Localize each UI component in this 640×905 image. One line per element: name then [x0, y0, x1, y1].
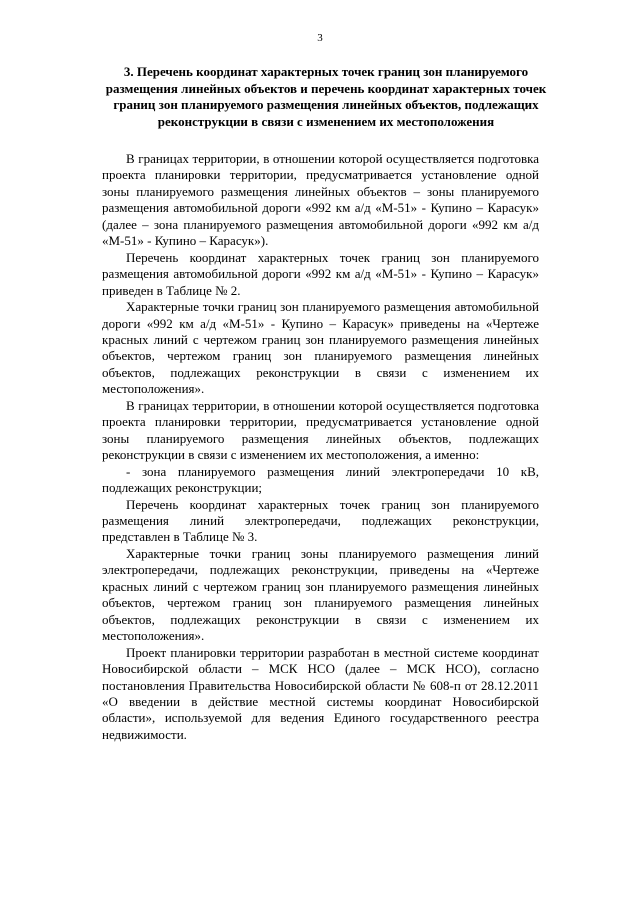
- section-heading: 3. Перечень координат характерных точек границ зон планируемого размещения линейных объектов и перечень координат характерных точек границ зон планируемого размещения линейных объектов, подлежащих реконструкции в связи с изменением их местоположения: [105, 64, 547, 129]
- list-item-paragraph: - зона планируемого размещения линий электропередачи 10 кВ, подлежащих реконструкции;: [102, 463, 539, 496]
- body-paragraph: В границах территории, в отношении которой осуществляется подготовка проекта планировки территории, предусматривается установление одной зоны планируемого размещения линейных объектов, подлежащих реконструкции в связи с изменением их местоположения, а именно:: [102, 397, 539, 463]
- body-paragraph: Проект планировки территории разработан в местной системе координат Новосибирской области – МСК НСО (далее – МСК НСО), согласно постановления Правительства Новосибирской области № 608-п от 28.12.2011 «О введении в действие местной системы координат Новосибирской области», используемой для ведения Единого государственного реестра недвижимости.: [102, 644, 539, 742]
- document-body: [102, 151, 539, 743]
- body-paragraph: Характерные точки границ зоны планируемого размещения линий электропередачи, подлежащих реконструкции, приведены на «Чертеже красных линий с чертежом границ зон планируемого размещения линейных объектов, чертежом границ зон планируемого размещения линейных объектов, подлежащих реконструкции в связи с изменением их местоположения».: [102, 545, 539, 644]
- body-paragraph: Перечень координат характерных точек границ зон планируемого размещения линий электропередачи, подлежащих реконструкции, представлен в Таблице № 3.: [102, 496, 539, 545]
- body-paragraph: В границах территории, в отношении которой осуществляется подготовка проекта планировки территории, предусматривается установление одной зоны планируемого размещения линейных объектов – зоны планируемого размещения автомобильной дороги «992 км а/д «М-51» - Купино – Карасук» (далее – зона планируемого размещения автомобильной дороги «992 км а/д «М-51» - Купино – Карасук»).: [102, 151, 539, 249]
- body-paragraph: Характерные точки границ зон планируемого размещения автомобильной дороги «992 км а/д «М-51» - Купино – Карасук» приведены на «Чертеже красных линий с чертежом границ зон планируемого размещения линейных объектов, чертежом границ зон планируемого размещения линейных объектов, подлежащих реконструкции в связи с изменением их местоположения».: [102, 299, 539, 397]
- page-number: 3: [317, 32, 323, 44]
- body-paragraph: Перечень координат характерных точек границ зон планируемого размещения автомобильной дороги «992 км а/д «М-51» - Купино – Карасук» приведен в Таблице № 2.: [102, 249, 539, 298]
